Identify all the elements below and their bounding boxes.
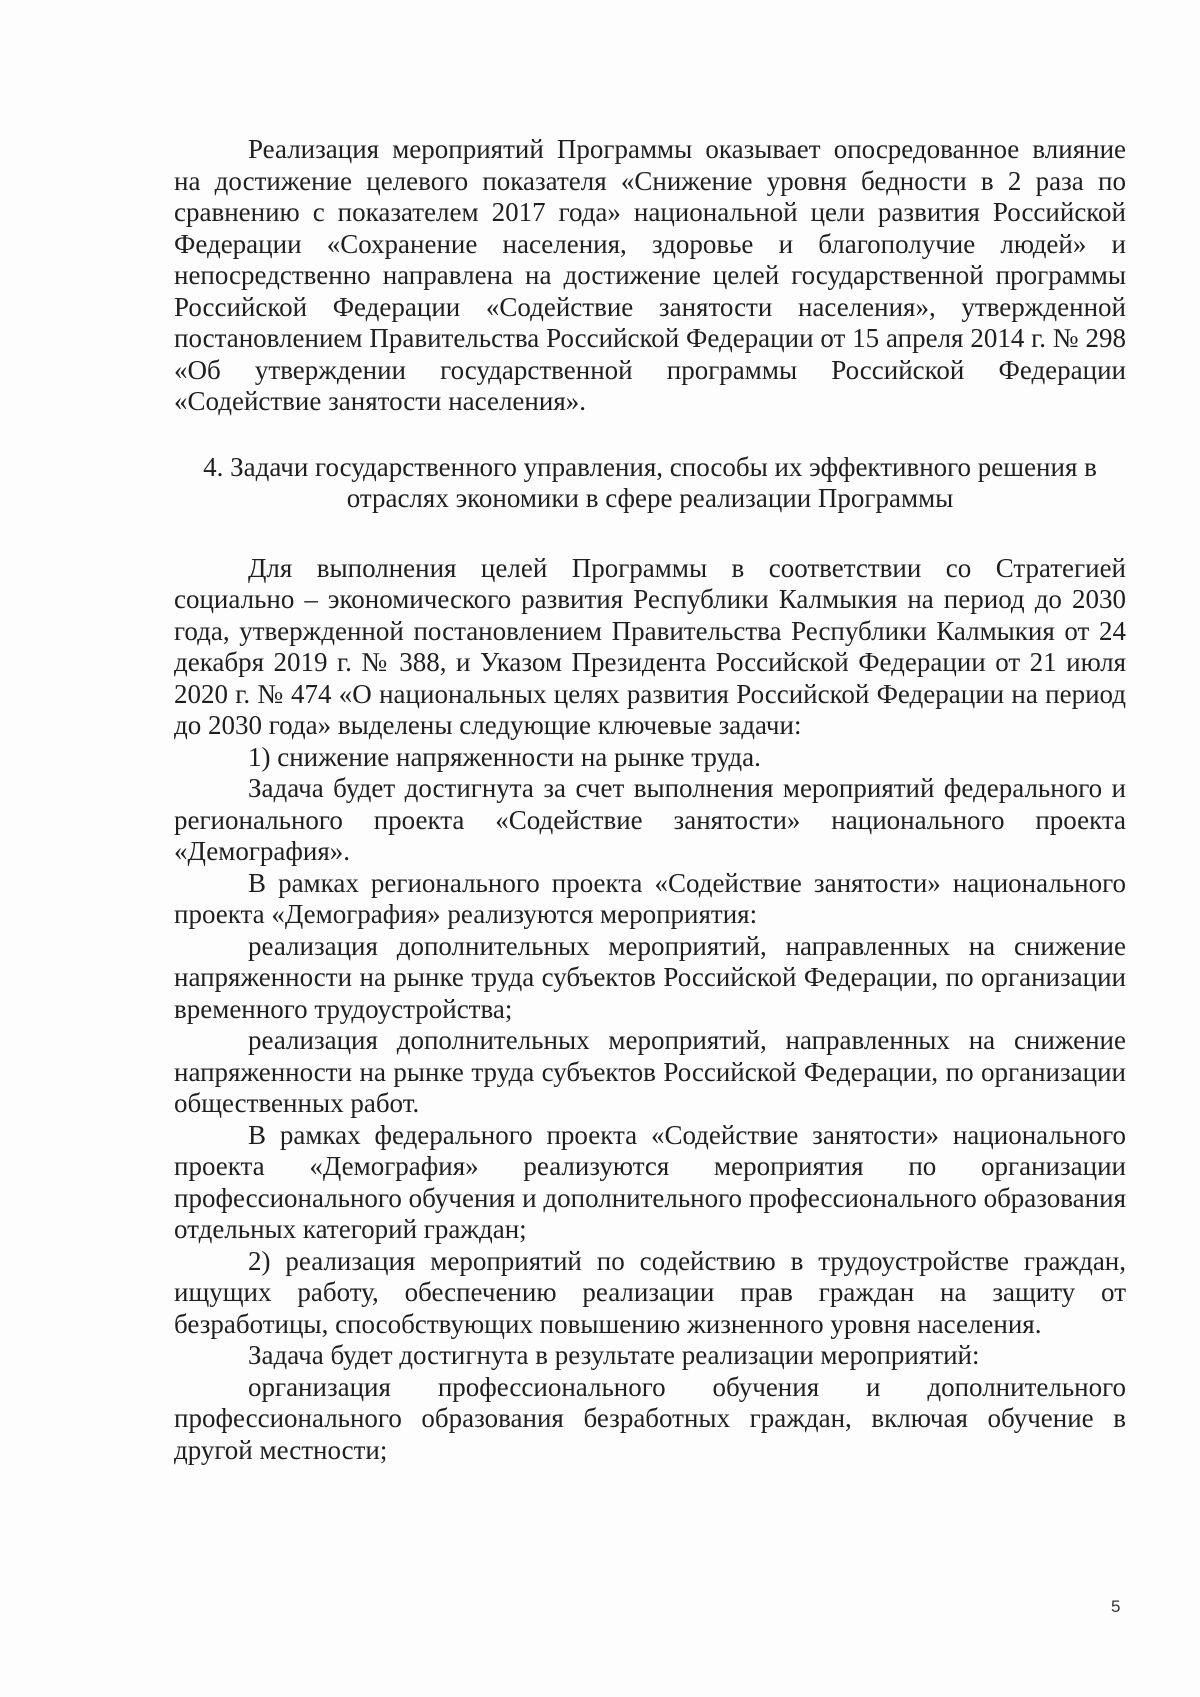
paragraph-task-1-achievement: Задача будет достигнута за счет выполнения мероприятий федерального и регионального проекта «Содействие занятости» национального проекта «Демография». bbox=[174, 773, 1126, 866]
paragraph-public-works: реализация дополнительных мероприятий, направленных на снижение напряженности на рынке труда субъектов Российской Федерации, по организации общественных работ. bbox=[174, 1025, 1126, 1118]
paragraph-regional-project: В рамках регионального проекта «Содействие занятости» национального проекта «Демография» реализуются мероприятия: bbox=[174, 867, 1126, 929]
section-heading-line-2: отраслях экономики в сфере реализации Программы bbox=[346, 483, 954, 513]
section-heading bbox=[174, 452, 1126, 515]
paragraph-task-1: 1) снижение напряженности на рынке труда. bbox=[248, 741, 761, 772]
paragraph-federal-project: В рамках федерального проекта «Содействие занятости» национального проекта «Демография» реализуются мероприятия по организации профессионального обучения и дополнительного профессионального образования отдельных категорий граждан; bbox=[174, 1119, 1126, 1244]
intro-paragraph: Реализация мероприятий Программы оказывает опосредованное влияние на достижение целевого показателя «Снижение уровня бедности в 2 раза по сравнению с показателем 2017 года» национальной цели развития Российской Федерации «Сохранение населения, здоровье и благополучие людей» и непосредственно направлена на достижение целей государственной программы Российской Федерации «Содействие занятости населения», утвержденной постановлением Правительства Российской Федерации от 15 апреля 2014 г. № 298 «Об утверждении государственной программы Российской Федерации «Содействие занятости населения». bbox=[174, 134, 1126, 416]
page-number: 5 bbox=[1111, 1597, 1121, 1616]
section-heading-line-1: 4. Задачи государственного управления, способы их эффективного решения в bbox=[203, 451, 1097, 482]
paragraph-professional-training: организация профессионального обучения и дополнительного профессионального образования безработных граждан, включая обучение в другой местности; bbox=[174, 1371, 1126, 1465]
document-body bbox=[174, 134, 1126, 1466]
paragraph-goals: Для выполнения целей Программы в соответствии со Стратегией социально – экономического развития Республики Калмыкия на период до 2030 года, утвержденной постановлением Правительства Республики Калмыкия от 24 декабря 2019 г. № 388, и Указом Президента Российской Федерации от 21 июля 2020 г. № 474 «О национальных целях развития Российской Федерации на период до 2030 года» выделены следующие ключевые задачи: bbox=[174, 552, 1126, 740]
paragraph-task-2-achievement: Задача будет достигнута в результате реализации мероприятий: bbox=[248, 1340, 980, 1370]
paragraph-task-2: 2) реализация мероприятий по содействию в трудоустройстве граждан, ищущих работу, обеспечению реализации прав граждан на защиту от безработицы, способствующих повышению жизненного уровня населения. bbox=[174, 1245, 1126, 1339]
paragraph-temporary-employment: реализация дополнительных мероприятий, направленных на снижение напряженности на рынке труда субъектов Российской Федерации, по организации временного трудоустройства; bbox=[174, 930, 1126, 1024]
